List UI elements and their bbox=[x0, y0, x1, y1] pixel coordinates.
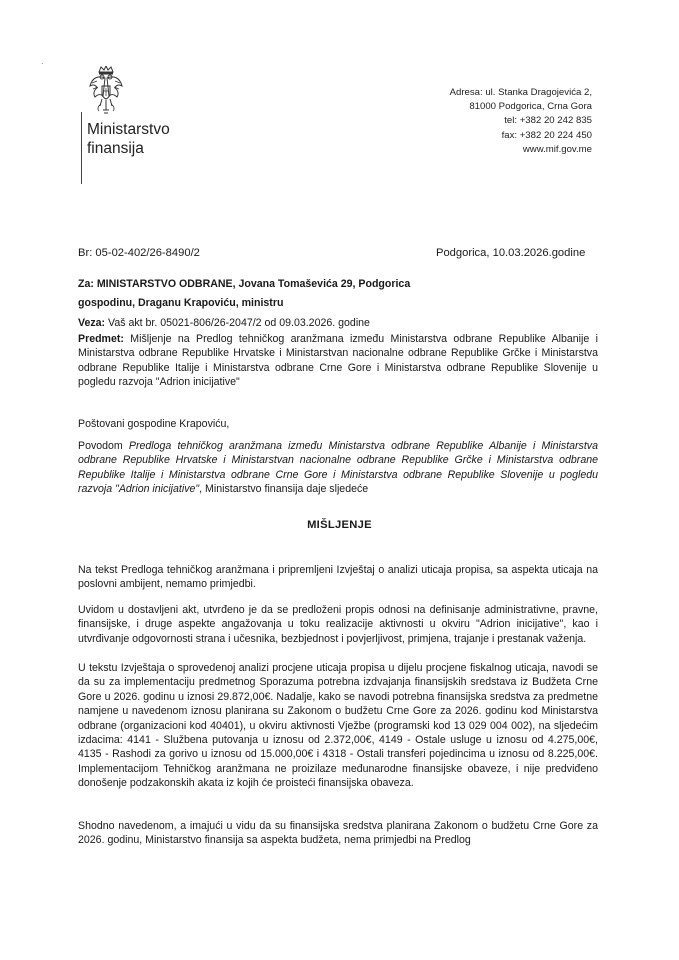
subject-label: Predmet: bbox=[78, 333, 124, 345]
opinion-heading: MIŠLJENJE bbox=[307, 519, 372, 531]
ministry-name bbox=[87, 120, 170, 158]
veza-text: Vaš akt br. 05021-806/26-2047/2 od 09.03.2026. godine bbox=[105, 317, 370, 329]
scan-mark: · bbox=[41, 59, 44, 68]
intro-end: , Ministarstvo finansija daje sljedeće bbox=[199, 483, 369, 496]
subject-text: Mišljenje na Predlog tehničkog aranžmana između Ministarstva odbrane Republike Albanije i Ministarstva odbrane Republike Hrvatske i Ministarstvan nacionalne odbrane Republike Grčke i Ministarstva odbrane Republike Italije i Ministarstva odbrane Crne Gore i Ministarstva odbrane Republike Slovenije u pogledu razvoja "Adrion inicijative" bbox=[78, 333, 598, 389]
greeting: Poštovani gospodine Krapoviću, bbox=[78, 418, 230, 430]
paragraph-2: Uvidom u dostavljeni akt, utvrđeno je da se predloženi propis odnosi na definisanje administrativne, pravne, finansijske, i druge aspekte angažovanja u toku realizacije aktivnosti u okviru "Adrion inicijative", kao i utvrđivanje odgovornosti strana i učesnika, bezbjednost i povjerljivost, primjena, trajanje i prestanak važenja. bbox=[78, 604, 598, 645]
subject bbox=[78, 332, 598, 390]
paragraph-3: U tekstu Izvještaja o sprovedenoj analizi procjene uticaja propisa u dijelu procjene fiskalnog uticaja, navodi se da su za implementaciju predmetnog Sporazuma potrebna izdvajanja finansijskih sredstava iz Budžeta Crne Gore u 2026. godinu u iznosi 29.872,00€. Nadalje, kako se navodi potrebna finansijska sredstva za predmetne namjene u navedenom iznosu planirana su Zakonom o budžetu Crne Gore za 2026. godinu kod Ministarstva odbrane (organizacioni kod 40401), u okviru aktivnosti Vježbe (programski kod 13 029 004 002), na sljedećim izdacima: 4141 - Službena putovanja u iznosu od 2.372,00€, 4149 - Ostale usluge u iznosu od 4.275,00€, 4135 - Rashodi za gorivo u iznosu od 15.000,00€ i 4318 - Ostali transferi pojedincima u iznosu od 8.225,00€. Implementacijom Tehničkog aranžmana ne proizilaze međunarodne finansijske obaveze, i nije predviđeno donošenje podzakonskih akata iz kojih će proisteći finansijska obaveza. bbox=[78, 662, 598, 790]
intro-paragraph bbox=[78, 439, 598, 497]
header-divider bbox=[81, 112, 82, 184]
reference-number: Br: 05-02-402/26-8490/2 bbox=[78, 247, 200, 259]
recipient-person: gospodinu, Draganu Krapoviću, ministru bbox=[78, 297, 284, 309]
paragraph-4: Shodno navedenom, a imajući u vidu da su finansijska sredstva planirana Zakonom o budžetu Crne Gore za 2026. godinu, Ministarstvo finansija sa aspekta budžeta, nema primjedbi na Predlog bbox=[78, 820, 598, 847]
veza-line bbox=[78, 316, 598, 330]
intro-start: Povodom bbox=[78, 440, 129, 452]
contact-tel: tel: +382 20 242 835 bbox=[504, 115, 592, 127]
contact-fax: fax: +382 20 224 450 bbox=[501, 129, 592, 141]
ministry-name-line2: finansija bbox=[87, 140, 144, 157]
intro-italic: Predloga tehničkog aranžmana između Ministarstva odbrane Republike Albanije i Ministarstva odbrane Republike Hrvatske i Ministarstvan nacionalne odbrane Republike Grčke i Ministarstva odbrane Republike Italije i Ministarstva odbrane Crne Gore i Ministarstva odbrane Republike Slovenije u pogledu razvoja "Adrion inicijative" bbox=[78, 440, 598, 496]
contact-address: Adresa: ul. Stanka Dragojevića 2, bbox=[449, 87, 592, 98]
contact-block bbox=[450, 86, 592, 157]
contact-web: www.mif.gov.me bbox=[522, 143, 592, 155]
document-date: Podgorica, 10.03.2026.godine bbox=[436, 247, 586, 259]
recipient: Za: MINISTARSTVO ODBRANE, Jovana Tomaševića 29, Podgorica bbox=[78, 278, 411, 290]
montenegro-coat-of-arms-icon bbox=[88, 66, 124, 118]
paragraph-1: Na tekst Predloga tehničkog aranžmana i pripremljeni Izvještaj o analizi uticaja propisa, sa aspekta uticaja na poslovni ambijent, nemamo primjedbi. bbox=[78, 564, 598, 591]
veza-label: Veza: bbox=[78, 317, 106, 329]
contact-city: 81000 Podgorica, Crna Gora bbox=[469, 101, 592, 113]
ministry-name-line1: Ministarstvo bbox=[87, 121, 170, 138]
